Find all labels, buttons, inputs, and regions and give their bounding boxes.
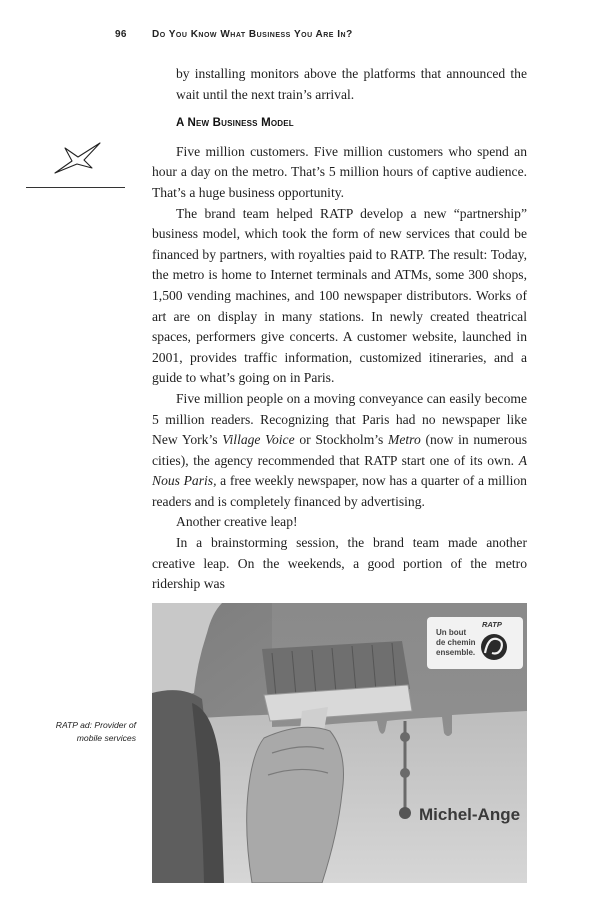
para-3-text-e: (now in numerous cities), the agency recommended that RATP start one of its own.: [152, 432, 528, 468]
caption-line-1: RATP ad: Provider of: [55, 720, 136, 730]
section-heading: A New Business Model: [176, 117, 294, 130]
paragraph-3: [152, 389, 527, 513]
para-3-text-a: Five million people on a moving conveyance can easily become 5 million readers. Recognizing that Paris had no newspaper like New York’s: [152, 390, 527, 448]
ad-tagline-line-1: Un bout: [436, 628, 467, 637]
ratp-logo-icon: [481, 634, 507, 660]
ad-tagline-line-3: ensemble.: [436, 648, 476, 657]
village-voice-title: Village Voice: [222, 432, 295, 448]
caption-line-2: mobile services: [76, 732, 136, 743]
metro-title: Metro: [388, 432, 421, 448]
star-icon: [52, 140, 104, 176]
a-nous-paris-title: A Nous Paris,: [152, 452, 527, 489]
paragraph-2: The brand team helped RATP develop a new “partnership” business model, which took the form of new services that could be financed by partners, with royalties paid to RATP. The result: Today, the metro is home to Internet terminals and ATMs, some 300 shops, 1,500 vending machines, and 100 newspaper distributors. Works of art are on display in many stations. In newly created theatrical spaces, performers give concerts. A customer website, launched in 2001, provides traffic information, customized itineraries, and a guide to what’s going on in Paris.: [152, 205, 527, 386]
page-number: 96: [115, 29, 127, 40]
photo-caption: [40, 719, 136, 744]
para-3-text-g: a free weekly newspaper, now has a quarter of a million readers and is completely financed by advertising.: [152, 473, 527, 509]
station-name: Michel-Ange: [419, 805, 521, 824]
running-head: Do You Know What Business You Are In?: [152, 29, 353, 40]
ad-illustration: [152, 603, 527, 883]
paragraph-intro: by installing monitors above the platforms that announced the wait until the next train’s arrival.: [176, 66, 527, 102]
ratp-ad-photo: [152, 603, 527, 883]
paragraph-5: In a brainstorming session, the brand team made another creative leap. On the weekends, a good portion of the metro ridership was: [152, 535, 527, 592]
margin-rule: [26, 187, 125, 188]
paragraph-4: Another creative leap!: [176, 514, 298, 530]
para-3-text-c: or Stockholm’s: [294, 432, 389, 448]
ad-tagline-line-2: de chemin: [436, 638, 476, 647]
ratp-label: RATP: [482, 620, 502, 629]
paragraph-1: Five million customers. Five million customers who spend an hour a day on the metro. That’s 5 million hours of captive audience. That’s a huge business opportunity.: [152, 143, 527, 200]
body-text: [152, 64, 527, 595]
